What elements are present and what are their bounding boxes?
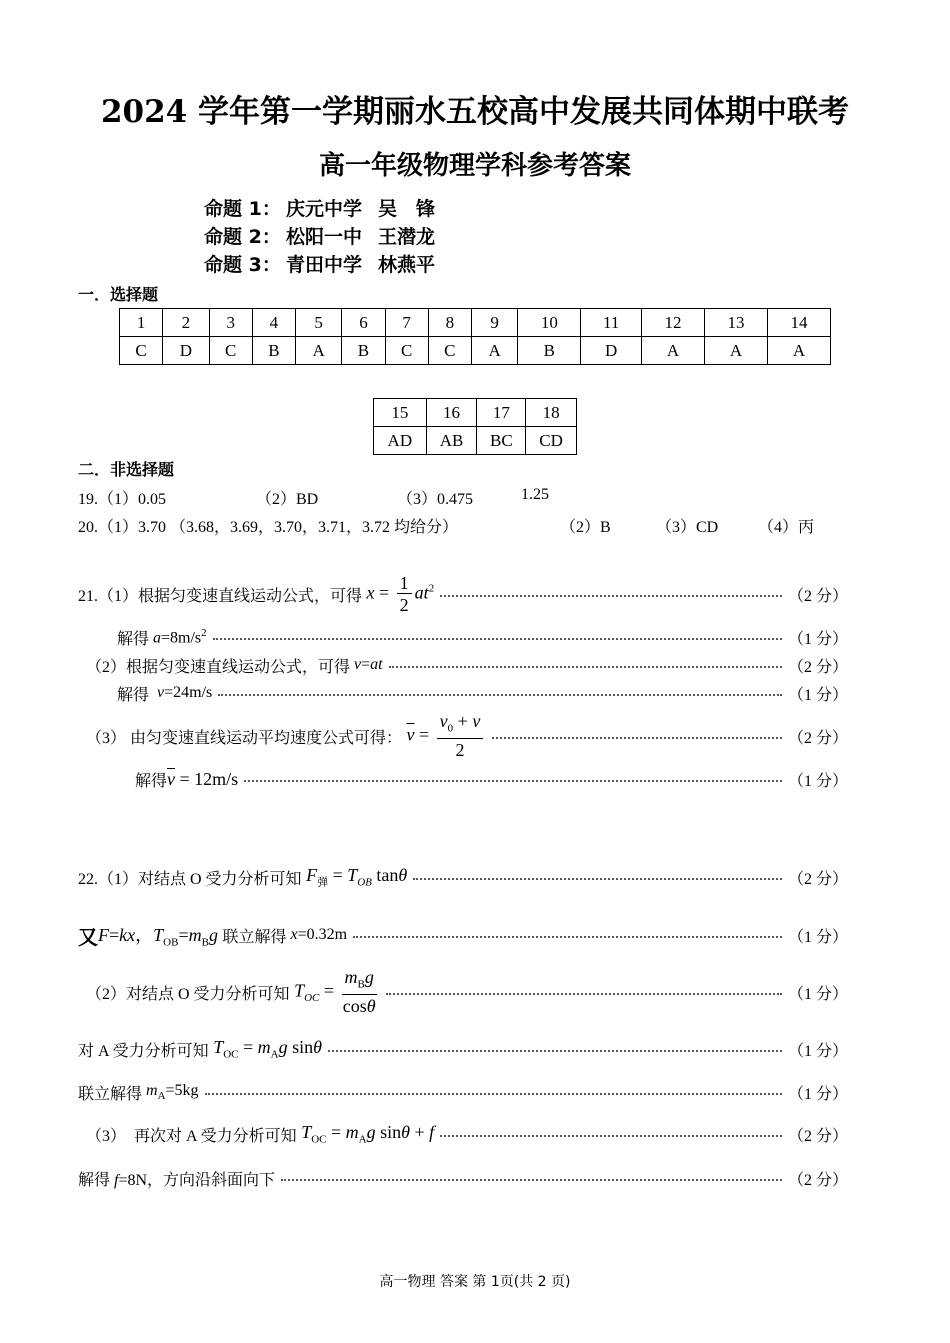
- table-cell: AB: [426, 427, 477, 455]
- q21-line-1-text: 21.（1）根据匀变速直线运动公式，可得: [78, 587, 363, 605]
- dotted-leader: [281, 1179, 782, 1181]
- table-row-numbers: [120, 309, 831, 337]
- dotted-leader: [386, 993, 782, 995]
- table-cell: 18: [526, 399, 577, 427]
- q22-formula-f2: $T_{OC} = m_Ag$ sinθ + f: [301, 1122, 435, 1146]
- q20-part3: （3）CD: [656, 519, 719, 536]
- author-school: 松阳一中: [286, 226, 363, 248]
- dotted-leader: [328, 1050, 782, 1052]
- table-cell: AD: [374, 427, 427, 455]
- q22-line-2: [78, 922, 848, 948]
- table-cell: 4: [252, 309, 295, 337]
- q20-number: 20.: [78, 519, 98, 536]
- author-school: 庆元中学: [286, 198, 363, 220]
- table-cell: CD: [526, 427, 577, 455]
- table-cell: A: [642, 337, 705, 365]
- dotted-leader: [440, 595, 782, 597]
- dotted-leader: [244, 780, 782, 782]
- table-cell: C: [120, 337, 163, 365]
- answer-table-1: [119, 308, 831, 365]
- table-cell: 13: [705, 309, 768, 337]
- q22-line-2-text: 又: [78, 926, 98, 949]
- section-choice-heading: 一．选择题: [78, 285, 159, 304]
- q20-part1: （1）3.70 （3.68，3.69，3.70，3.71，3.72 均给分）: [98, 519, 459, 536]
- author-role: 命题 2：: [204, 226, 281, 248]
- q22-line-2-score: （1 分）: [787, 928, 848, 946]
- table-row-numbers: [374, 399, 577, 427]
- q22-formula-f: $F_弹 = T_{OB}$ tanθ: [306, 864, 408, 889]
- author-line-1: [204, 194, 435, 221]
- q21-line-6-score: （1 分）: [787, 772, 848, 790]
- table-cell: B: [342, 337, 385, 365]
- q21-line-5: [86, 712, 848, 760]
- q22-line-6: [86, 1121, 848, 1147]
- table-cell: B: [518, 337, 581, 365]
- q21-line-2-text: 解得: [117, 630, 150, 648]
- author-role: 命题 3：: [204, 254, 281, 276]
- dotted-leader: [213, 638, 782, 640]
- q21-line-2: [117, 626, 848, 648]
- table-cell: 5: [295, 309, 341, 337]
- table-cell: 8: [428, 309, 471, 337]
- table-cell: 1: [120, 309, 163, 337]
- table-cell: 10: [518, 309, 581, 337]
- q21-line-2-score: （1 分）: [787, 630, 848, 648]
- q22-line-4-text: 对 A 受力分析可知: [78, 1042, 209, 1060]
- table-cell: 9: [471, 309, 517, 337]
- table-cell: D: [581, 337, 642, 365]
- q19-line: [78, 486, 166, 509]
- q21-line-4: [117, 682, 848, 704]
- author-name: 林燕平: [378, 254, 436, 276]
- table-cell: 2: [163, 309, 209, 337]
- table-cell: BC: [477, 427, 526, 455]
- table-cell: 11: [581, 309, 642, 337]
- author-line-2: [204, 222, 435, 249]
- q22-line-6-score: （2 分）: [787, 1127, 848, 1145]
- page-footer: 高一物理 答案 第 1页(共 2 页): [379, 1274, 571, 1290]
- q22-line-2-mid: 联立解得: [222, 928, 287, 946]
- q21-formula-x: x = $\frac{1}{2}$ $at^2$: [366, 572, 435, 615]
- q22-line-5-text: 联立解得: [78, 1085, 143, 1103]
- q22-result-ma: $m_A=5kg$: [146, 1081, 199, 1103]
- table-cell: 12: [642, 309, 705, 337]
- q22-line-5-score: （1 分）: [787, 1085, 848, 1103]
- q22-line-4: [78, 1036, 848, 1062]
- table-cell: 3: [209, 309, 252, 337]
- q22-line-3: [86, 968, 848, 1016]
- q22-line-5: [78, 1080, 848, 1104]
- q22-line-6-text: （3） 再次对 A 受力分析可知: [86, 1127, 297, 1145]
- table-cell: A: [471, 337, 517, 365]
- q22-line-7-text: ，方向沿斜面向下: [147, 1171, 276, 1189]
- q22-formula-kx: F=kx，$T_{OB}=m_Bg$: [98, 925, 218, 949]
- table-cell: D: [163, 337, 209, 365]
- q22-formula-toc: $T_{OC}$ = $\frac{m_Bg}{\cos\theta}$: [294, 966, 376, 1017]
- q21-line-6-text: 解得: [135, 772, 168, 790]
- q21-line-3: [86, 654, 848, 676]
- q22-result-f: 解得 f=8N: [78, 1171, 148, 1189]
- dotted-leader: [389, 666, 782, 668]
- q22-line-3-text: （2）对结点 O 受力分析可知: [86, 985, 290, 1003]
- table-cell: 14: [767, 309, 830, 337]
- q21-line-6: [135, 767, 848, 791]
- table-cell: 6: [342, 309, 385, 337]
- q21-line-4-text: 解得: [117, 686, 150, 704]
- table-cell: C: [385, 337, 428, 365]
- section-nonchoice-heading: 二．非选择题: [78, 460, 175, 479]
- table-cell: 15: [374, 399, 427, 427]
- q19-number: 19.: [78, 491, 98, 508]
- dotted-leader: [353, 936, 782, 938]
- table-cell: A: [295, 337, 341, 365]
- q22-formula-a: $T_{OC} = m_Ag$ sinθ: [213, 1037, 322, 1061]
- answer-table-2: [373, 398, 577, 455]
- table-cell: A: [767, 337, 830, 365]
- author-line-3: [204, 250, 435, 277]
- q21-line-3-text: （2）根据匀变速直线运动公式，可得: [86, 658, 351, 676]
- q22-line-1-text: 22.（1）对结点 O 受力分析可知: [78, 870, 302, 888]
- page-title: 2024 学年第一学期丽水五校高中发展共同体期中联考: [100, 94, 850, 130]
- dotted-leader: [440, 1135, 782, 1137]
- q22-line-3-score: （1 分）: [787, 985, 848, 1003]
- table-row-answers: [374, 427, 577, 455]
- table-cell: 7: [385, 309, 428, 337]
- q20-part2: （2）B: [560, 519, 611, 536]
- q21-line-1-score: （2 分）: [787, 587, 848, 605]
- q22-line-1: [78, 864, 848, 890]
- q21-line-5-score: （2 分）: [787, 729, 848, 747]
- author-name: 吴 锋: [378, 198, 436, 220]
- q20-part4: （4）丙: [758, 519, 815, 536]
- dotted-leader: [218, 694, 782, 696]
- q21-result-v: v=24m/s: [157, 684, 213, 701]
- table-cell: 16: [426, 399, 477, 427]
- q22-line-1-score: （2 分）: [787, 870, 848, 888]
- q20-line: [78, 514, 458, 537]
- table-cell: A: [705, 337, 768, 365]
- dotted-leader: [413, 878, 782, 880]
- page-subtitle: 高一年级物理学科参考答案: [318, 151, 631, 181]
- author-name: 王潜龙: [378, 226, 436, 248]
- q21-line-3-score: （2 分）: [787, 658, 848, 676]
- author-school: 青田中学: [286, 254, 363, 276]
- q21-formula-a: $a=8m/s^2$: [153, 626, 207, 647]
- table-cell: C: [428, 337, 471, 365]
- q22-line-7-score: （2 分）: [787, 1171, 848, 1189]
- table-row-answers: [120, 337, 831, 365]
- q22-line-4-score: （1 分）: [787, 1042, 848, 1060]
- q21-line-5-text: （3） 由匀变速直线运动平均速度公式可得：: [86, 729, 403, 747]
- q21-line-1: [78, 572, 848, 616]
- q21-result-vbar: $\overline{v} = 12m/s$: [167, 768, 239, 789]
- q19-part3: （3）0.475: [397, 491, 474, 508]
- q22-result-x: x=0.32m: [290, 926, 348, 943]
- q22-line-7: [78, 1166, 848, 1190]
- q19-part2: （2）BD: [256, 491, 319, 508]
- q21-formula-v: v=at: [354, 656, 383, 673]
- table-cell: B: [252, 337, 295, 365]
- dotted-leader: [492, 737, 782, 739]
- dotted-leader: [205, 1093, 782, 1095]
- table-cell: C: [209, 337, 252, 365]
- q21-formula-vbar: $\overline{v}$ = $\frac{v_0 + v}{2}$: [402, 711, 486, 762]
- q19-part4: 1.25: [521, 486, 549, 503]
- q19-part1: （1）0.05: [98, 491, 167, 508]
- author-role: 命题 1：: [204, 198, 281, 220]
- table-cell: 17: [477, 399, 526, 427]
- q21-line-4-score: （1 分）: [787, 686, 848, 704]
